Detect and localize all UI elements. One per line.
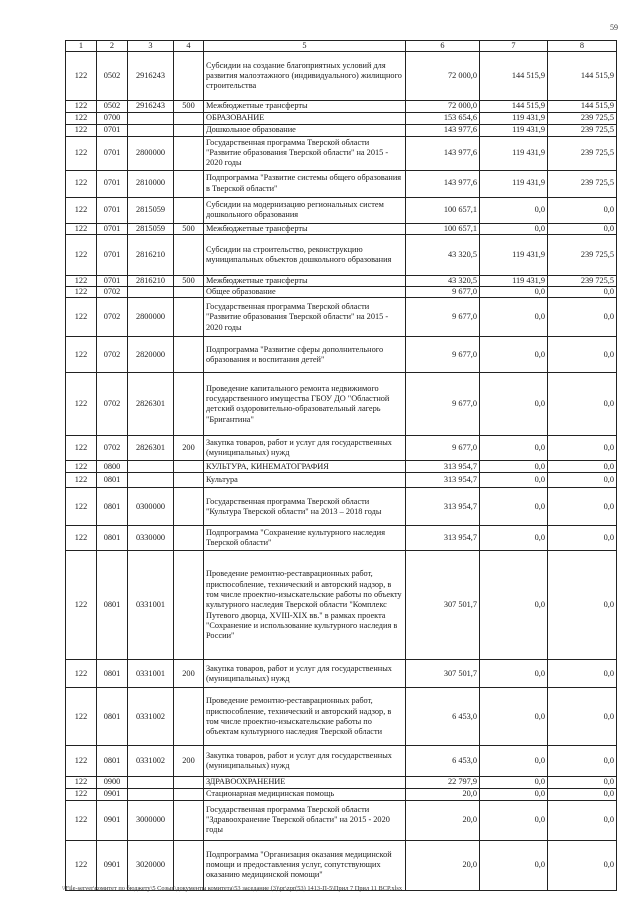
description-cell: Дошкольное образование bbox=[204, 124, 406, 136]
amount-col7-cell: 0,0 bbox=[480, 746, 548, 777]
section-code-cell: 0502 bbox=[97, 101, 128, 112]
amount-col8-cell: 0,0 bbox=[548, 777, 617, 788]
admin-code-cell: 122 bbox=[66, 337, 97, 373]
expense-type-cell bbox=[174, 197, 204, 223]
table-row bbox=[66, 688, 617, 746]
description-cell: Проведение ремонтно-реставрационных работ, приспособление, технический и авторский надзор, в том числе проектно-изыскательские работы по объектам культурного наследия Тверской области bbox=[204, 688, 406, 746]
admin-code-cell: 122 bbox=[66, 124, 97, 136]
amount-col6-cell: 9 677,0 bbox=[406, 298, 480, 337]
admin-code-cell: 122 bbox=[66, 275, 97, 286]
amount-col8-cell: 239 725,5 bbox=[548, 112, 617, 124]
description-cell: Субсидии на строительство, реконструкцию муниципальных объектов дошкольного образования bbox=[204, 234, 406, 275]
amount-col7-cell: 0,0 bbox=[480, 800, 548, 840]
section-code-cell: 0700 bbox=[97, 112, 128, 124]
description-cell: Подпрограмма "Организация оказания медицинской помощи и предоставления услуг, сопутствующих оказанию медицинской помощи" bbox=[204, 840, 406, 890]
amount-col8-cell: 144 515,9 bbox=[548, 101, 617, 112]
section-code-cell: 0702 bbox=[97, 287, 128, 298]
target-article-cell bbox=[128, 788, 174, 800]
amount-col7-cell: 0,0 bbox=[480, 436, 548, 461]
amount-col7-cell: 0,0 bbox=[480, 488, 548, 526]
expense-type-cell bbox=[174, 777, 204, 788]
amount-col7-cell: 0,0 bbox=[480, 287, 548, 298]
target-article-cell: 2810000 bbox=[128, 170, 174, 197]
admin-code-cell: 122 bbox=[66, 551, 97, 660]
table-row bbox=[66, 746, 617, 777]
expense-type-cell: 200 bbox=[174, 660, 204, 688]
section-code-cell: 0701 bbox=[97, 197, 128, 223]
admin-code-cell: 122 bbox=[66, 298, 97, 337]
amount-col8-cell: 239 725,5 bbox=[548, 275, 617, 286]
target-article-cell bbox=[128, 461, 174, 473]
amount-col7-cell: 0,0 bbox=[480, 526, 548, 551]
admin-code-cell: 122 bbox=[66, 777, 97, 788]
admin-code-cell: 122 bbox=[66, 197, 97, 223]
amount-col7-cell: 0,0 bbox=[480, 660, 548, 688]
description-cell: Проведение ремонтно-реставрационных работ, приспособление, технический и авторский надзор, в том числе проектно-изыскательские работы по объекту культурного наследия Тверской области "Комплекс Путевого дворца, XVIII-XIX вв." в рамках проекта "Сохранение и использование культурного наследия в России" bbox=[204, 551, 406, 660]
section-code-cell: 0901 bbox=[97, 788, 128, 800]
table-row bbox=[66, 488, 617, 526]
admin-code-cell: 122 bbox=[66, 234, 97, 275]
description-cell: Стационарная медицинская помощь bbox=[204, 788, 406, 800]
table-row bbox=[66, 234, 617, 275]
amount-col8-cell: 0,0 bbox=[548, 337, 617, 373]
admin-code-cell: 122 bbox=[66, 52, 97, 101]
amount-col6-cell: 9 677,0 bbox=[406, 337, 480, 373]
amount-col6-cell: 6 453,0 bbox=[406, 746, 480, 777]
section-code-cell: 0701 bbox=[97, 234, 128, 275]
admin-code-cell: 122 bbox=[66, 788, 97, 800]
description-cell: Закупка товаров, работ и услуг для государственных (муниципальных) нужд bbox=[204, 436, 406, 461]
expense-type-cell bbox=[174, 373, 204, 436]
table-row bbox=[66, 52, 617, 101]
admin-code-cell: 122 bbox=[66, 170, 97, 197]
table-row bbox=[66, 136, 617, 170]
section-code-cell: 0701 bbox=[97, 275, 128, 286]
column-header: 2 bbox=[97, 41, 128, 52]
description-cell: Межбюджетные трансферты bbox=[204, 223, 406, 234]
section-code-cell: 0901 bbox=[97, 840, 128, 890]
amount-col8-cell: 0,0 bbox=[548, 526, 617, 551]
amount-col6-cell: 313 954,7 bbox=[406, 526, 480, 551]
amount-col6-cell: 100 657,1 bbox=[406, 197, 480, 223]
amount-col7-cell: 0,0 bbox=[480, 461, 548, 473]
description-cell: Государственная программа Тверской области "Культура Тверской области" на 2013 – 2018 годы bbox=[204, 488, 406, 526]
expense-type-cell: 500 bbox=[174, 101, 204, 112]
amount-col7-cell: 0,0 bbox=[480, 337, 548, 373]
table-row bbox=[66, 526, 617, 551]
description-cell: Государственная программа Тверской области "Развитие образования Тверской области" на 2015 - 2020 годы bbox=[204, 298, 406, 337]
description-cell: Государственная программа Тверской области "Здравоохранение Тверской области" на 2015 - 2020 годы bbox=[204, 800, 406, 840]
expense-type-cell bbox=[174, 840, 204, 890]
column-header: 3 bbox=[128, 41, 174, 52]
target-article-cell: 2916243 bbox=[128, 52, 174, 101]
admin-code-cell: 122 bbox=[66, 473, 97, 488]
section-code-cell: 0801 bbox=[97, 688, 128, 746]
expense-type-cell bbox=[174, 461, 204, 473]
amount-col8-cell: 239 725,5 bbox=[548, 170, 617, 197]
amount-col7-cell: 144 515,9 bbox=[480, 52, 548, 101]
admin-code-cell: 122 bbox=[66, 800, 97, 840]
expense-type-cell bbox=[174, 136, 204, 170]
amount-col6-cell: 100 657,1 bbox=[406, 223, 480, 234]
target-article-cell: 2826301 bbox=[128, 436, 174, 461]
amount-col7-cell: 144 515,9 bbox=[480, 101, 548, 112]
amount-col8-cell: 0,0 bbox=[548, 800, 617, 840]
amount-col7-cell: 119 431,9 bbox=[480, 124, 548, 136]
section-code-cell: 0801 bbox=[97, 746, 128, 777]
amount-col8-cell: 0,0 bbox=[548, 688, 617, 746]
amount-col6-cell: 9 677,0 bbox=[406, 436, 480, 461]
amount-col6-cell: 313 954,7 bbox=[406, 473, 480, 488]
admin-code-cell: 122 bbox=[66, 746, 97, 777]
amount-col8-cell: 0,0 bbox=[548, 373, 617, 436]
target-article-cell bbox=[128, 124, 174, 136]
target-article-cell: 3000000 bbox=[128, 800, 174, 840]
amount-col6-cell: 313 954,7 bbox=[406, 488, 480, 526]
amount-col8-cell: 0,0 bbox=[548, 436, 617, 461]
target-article-cell bbox=[128, 777, 174, 788]
expense-type-cell bbox=[174, 473, 204, 488]
expense-type-cell bbox=[174, 488, 204, 526]
target-article-cell: 2815059 bbox=[128, 197, 174, 223]
admin-code-cell: 122 bbox=[66, 488, 97, 526]
description-cell: Закупка товаров, работ и услуг для государственных (муниципальных) нужд bbox=[204, 746, 406, 777]
description-cell: ОБРАЗОВАНИЕ bbox=[204, 112, 406, 124]
expense-type-cell bbox=[174, 800, 204, 840]
target-article-cell: 0331002 bbox=[128, 746, 174, 777]
amount-col6-cell: 313 954,7 bbox=[406, 461, 480, 473]
table-row bbox=[66, 373, 617, 436]
expense-type-cell bbox=[174, 298, 204, 337]
section-code-cell: 0801 bbox=[97, 660, 128, 688]
expense-type-cell bbox=[174, 788, 204, 800]
section-code-cell: 0800 bbox=[97, 461, 128, 473]
amount-col7-cell: 0,0 bbox=[480, 788, 548, 800]
table-row bbox=[66, 223, 617, 234]
section-code-cell: 0801 bbox=[97, 473, 128, 488]
target-article-cell: 0331001 bbox=[128, 551, 174, 660]
expense-type-cell bbox=[174, 52, 204, 101]
expense-type-cell bbox=[174, 112, 204, 124]
amount-col8-cell: 0,0 bbox=[548, 473, 617, 488]
admin-code-cell: 122 bbox=[66, 287, 97, 298]
expense-type-cell bbox=[174, 124, 204, 136]
description-cell: Подпрограмма "Развитие сферы дополнительного образования и воспитания детей" bbox=[204, 337, 406, 373]
target-article-cell: 3020000 bbox=[128, 840, 174, 890]
table-row bbox=[66, 840, 617, 890]
column-header: 1 bbox=[66, 41, 97, 52]
amount-col6-cell: 72 000,0 bbox=[406, 52, 480, 101]
section-code-cell: 0701 bbox=[97, 223, 128, 234]
column-header: 6 bbox=[406, 41, 480, 52]
description-cell: Государственная программа Тверской области "Развитие образования Тверской области" на 2015 - 2020 годы bbox=[204, 136, 406, 170]
expense-type-cell bbox=[174, 234, 204, 275]
amount-col6-cell: 43 320,5 bbox=[406, 275, 480, 286]
description-cell: Проведение капитального ремонта недвижимого государственного имущества ГБОУ ДО "Областной детский оздоровительно-образовательный лагерь "Бригантина" bbox=[204, 373, 406, 436]
amount-col7-cell: 0,0 bbox=[480, 840, 548, 890]
description-cell: ЗДРАВООХРАНЕНИЕ bbox=[204, 777, 406, 788]
target-article-cell bbox=[128, 473, 174, 488]
table-row bbox=[66, 275, 617, 286]
amount-col6-cell: 307 501,7 bbox=[406, 660, 480, 688]
section-code-cell: 0801 bbox=[97, 488, 128, 526]
table-row bbox=[66, 777, 617, 788]
amount-col6-cell: 72 000,0 bbox=[406, 101, 480, 112]
page-number: 59 bbox=[610, 23, 618, 32]
column-header: 8 bbox=[548, 41, 617, 52]
target-article-cell: 0330000 bbox=[128, 526, 174, 551]
expense-type-cell bbox=[174, 337, 204, 373]
admin-code-cell: 122 bbox=[66, 136, 97, 170]
amount-col6-cell: 9 677,0 bbox=[406, 373, 480, 436]
expense-type-cell: 500 bbox=[174, 223, 204, 234]
description-cell: Субсидии на создание благоприятных условий для развития малоэтажного (индивидуального) жилищного строительства bbox=[204, 52, 406, 101]
table-row bbox=[66, 112, 617, 124]
budget-table bbox=[65, 40, 617, 891]
table-row bbox=[66, 436, 617, 461]
header-row bbox=[66, 41, 617, 52]
admin-code-cell: 122 bbox=[66, 688, 97, 746]
section-code-cell: 0502 bbox=[97, 52, 128, 101]
amount-col7-cell: 0,0 bbox=[480, 688, 548, 746]
amount-col6-cell: 22 797,9 bbox=[406, 777, 480, 788]
amount-col7-cell: 0,0 bbox=[480, 223, 548, 234]
description-cell: Общее образование bbox=[204, 287, 406, 298]
table-row bbox=[66, 197, 617, 223]
target-article-cell: 2916243 bbox=[128, 101, 174, 112]
expense-type-cell bbox=[174, 170, 204, 197]
amount-col7-cell: 0,0 bbox=[480, 197, 548, 223]
amount-col6-cell: 143 977,6 bbox=[406, 170, 480, 197]
description-cell: КУЛЬТУРА, КИНЕМАТОГРАФИЯ bbox=[204, 461, 406, 473]
expense-type-cell: 200 bbox=[174, 436, 204, 461]
section-code-cell: 0701 bbox=[97, 170, 128, 197]
amount-col8-cell: 0,0 bbox=[548, 461, 617, 473]
admin-code-cell: 122 bbox=[66, 660, 97, 688]
table-row bbox=[66, 473, 617, 488]
column-header: 5 bbox=[204, 41, 406, 52]
amount-col7-cell: 0,0 bbox=[480, 298, 548, 337]
column-header: 4 bbox=[174, 41, 204, 52]
amount-col8-cell: 0,0 bbox=[548, 551, 617, 660]
amount-col6-cell: 43 320,5 bbox=[406, 234, 480, 275]
amount-col8-cell: 0,0 bbox=[548, 298, 617, 337]
target-article-cell: 2816210 bbox=[128, 275, 174, 286]
target-article-cell bbox=[128, 112, 174, 124]
target-article-cell: 0331002 bbox=[128, 688, 174, 746]
admin-code-cell: 122 bbox=[66, 461, 97, 473]
section-code-cell: 0701 bbox=[97, 136, 128, 170]
amount-col8-cell: 239 725,5 bbox=[548, 136, 617, 170]
target-article-cell: 2800000 bbox=[128, 136, 174, 170]
admin-code-cell: 122 bbox=[66, 223, 97, 234]
amount-col7-cell: 119 431,9 bbox=[480, 136, 548, 170]
description-cell: Культура bbox=[204, 473, 406, 488]
amount-col6-cell: 307 501,7 bbox=[406, 551, 480, 660]
amount-col8-cell: 0,0 bbox=[548, 840, 617, 890]
amount-col6-cell: 6 453,0 bbox=[406, 688, 480, 746]
file-path-footer: \\File-server\комитет по бюджету\5 Созыв\документы комитета\53 заседание (3)\pr\zpr(53) 1413-П-5\Прил 7 Прил 11 ВСР.xlsx bbox=[62, 885, 403, 892]
amount-col7-cell: 119 431,9 bbox=[480, 234, 548, 275]
amount-col7-cell: 119 431,9 bbox=[480, 275, 548, 286]
amount-col6-cell: 9 677,0 bbox=[406, 287, 480, 298]
table-row bbox=[66, 788, 617, 800]
table-row bbox=[66, 800, 617, 840]
target-article-cell: 2816210 bbox=[128, 234, 174, 275]
table-row bbox=[66, 660, 617, 688]
amount-col6-cell: 143 977,6 bbox=[406, 124, 480, 136]
amount-col8-cell: 0,0 bbox=[548, 197, 617, 223]
table-row bbox=[66, 287, 617, 298]
description-cell: Межбюджетные трансферты bbox=[204, 101, 406, 112]
expense-type-cell: 500 bbox=[174, 275, 204, 286]
admin-code-cell: 122 bbox=[66, 526, 97, 551]
target-article-cell: 0331001 bbox=[128, 660, 174, 688]
section-code-cell: 0702 bbox=[97, 436, 128, 461]
table-row bbox=[66, 461, 617, 473]
expense-type-cell bbox=[174, 551, 204, 660]
amount-col7-cell: 0,0 bbox=[480, 473, 548, 488]
amount-col6-cell: 20,0 bbox=[406, 800, 480, 840]
expense-type-cell bbox=[174, 526, 204, 551]
section-code-cell: 0801 bbox=[97, 551, 128, 660]
description-cell: Подпрограмма "Сохранение культурного наследия Тверской области" bbox=[204, 526, 406, 551]
target-article-cell: 2800000 bbox=[128, 298, 174, 337]
expense-type-cell bbox=[174, 287, 204, 298]
description-cell: Подпрограмма "Развитие системы общего образования в Тверской области" bbox=[204, 170, 406, 197]
section-code-cell: 0901 bbox=[97, 800, 128, 840]
amount-col8-cell: 144 515,9 bbox=[548, 52, 617, 101]
description-cell: Межбюджетные трансферты bbox=[204, 275, 406, 286]
amount-col6-cell: 20,0 bbox=[406, 788, 480, 800]
section-code-cell: 0701 bbox=[97, 124, 128, 136]
target-article-cell bbox=[128, 287, 174, 298]
target-article-cell: 2815059 bbox=[128, 223, 174, 234]
section-code-cell: 0702 bbox=[97, 298, 128, 337]
table-row bbox=[66, 101, 617, 112]
table-row bbox=[66, 551, 617, 660]
table-row bbox=[66, 337, 617, 373]
amount-col6-cell: 153 654,6 bbox=[406, 112, 480, 124]
section-code-cell: 0702 bbox=[97, 373, 128, 436]
section-code-cell: 0801 bbox=[97, 526, 128, 551]
expense-type-cell bbox=[174, 688, 204, 746]
amount-col6-cell: 143 977,6 bbox=[406, 136, 480, 170]
amount-col6-cell: 20,0 bbox=[406, 840, 480, 890]
amount-col8-cell: 0,0 bbox=[548, 660, 617, 688]
admin-code-cell: 122 bbox=[66, 101, 97, 112]
admin-code-cell: 122 bbox=[66, 112, 97, 124]
admin-code-cell: 122 bbox=[66, 840, 97, 890]
amount-col7-cell: 0,0 bbox=[480, 373, 548, 436]
amount-col8-cell: 239 725,5 bbox=[548, 124, 617, 136]
amount-col7-cell: 119 431,9 bbox=[480, 170, 548, 197]
section-code-cell: 0900 bbox=[97, 777, 128, 788]
description-cell: Закупка товаров, работ и услуг для государственных (муниципальных) нужд bbox=[204, 660, 406, 688]
target-article-cell: 2820000 bbox=[128, 337, 174, 373]
amount-col8-cell: 0,0 bbox=[548, 746, 617, 777]
expense-type-cell: 200 bbox=[174, 746, 204, 777]
amount-col7-cell: 0,0 bbox=[480, 777, 548, 788]
amount-col8-cell: 0,0 bbox=[548, 223, 617, 234]
table-row bbox=[66, 298, 617, 337]
admin-code-cell: 122 bbox=[66, 373, 97, 436]
amount-col7-cell: 119 431,9 bbox=[480, 112, 548, 124]
amount-col8-cell: 239 725,5 bbox=[548, 234, 617, 275]
amount-col8-cell: 0,0 bbox=[548, 788, 617, 800]
target-article-cell: 0300000 bbox=[128, 488, 174, 526]
admin-code-cell: 122 bbox=[66, 436, 97, 461]
table-row bbox=[66, 170, 617, 197]
amount-col7-cell: 0,0 bbox=[480, 551, 548, 660]
table-row bbox=[66, 124, 617, 136]
amount-col8-cell: 0,0 bbox=[548, 488, 617, 526]
column-header: 7 bbox=[480, 41, 548, 52]
description-cell: Субсидии на модернизацию региональных систем дошкольного образования bbox=[204, 197, 406, 223]
section-code-cell: 0702 bbox=[97, 337, 128, 373]
target-article-cell: 2826301 bbox=[128, 373, 174, 436]
amount-col8-cell: 0,0 bbox=[548, 287, 617, 298]
